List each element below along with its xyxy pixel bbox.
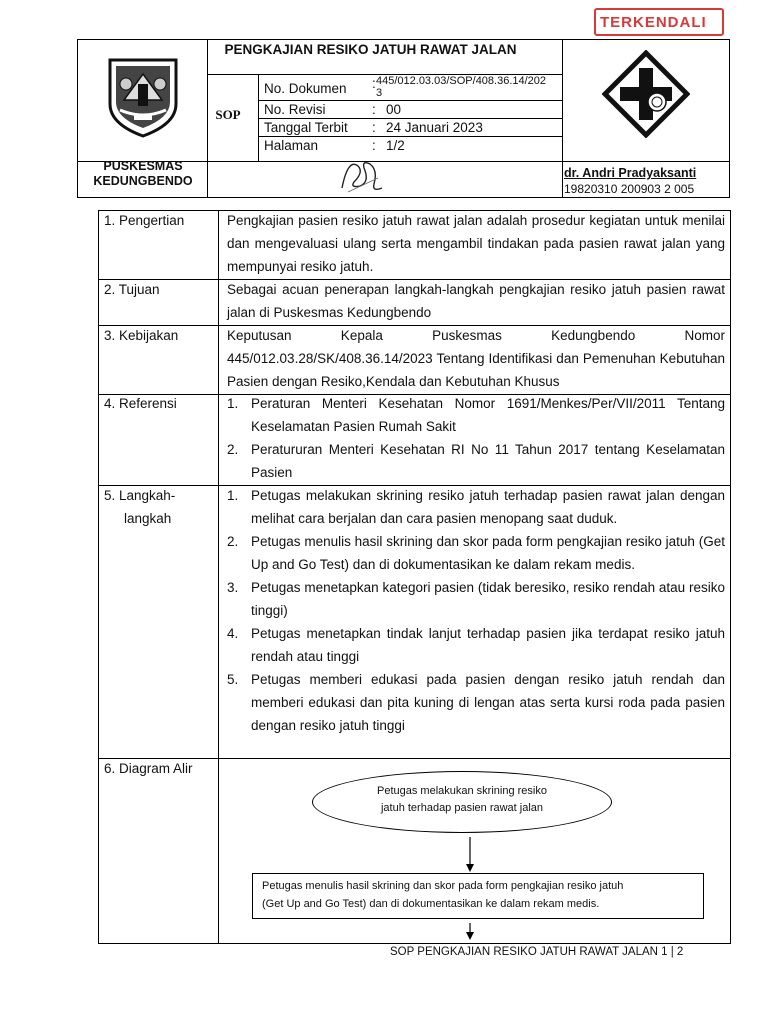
regency-emblem-logo (104, 54, 182, 140)
page-value: 1/2 (386, 138, 405, 153)
stamp-text: TERKENDALI (600, 14, 707, 31)
issue-date-value: 24 Januari 2023 (386, 120, 483, 135)
list-item: 2. Peratururan Menteri Kesehatan RI No 11 Tahun 2017 tentang Keselamatan Pasien (227, 442, 725, 480)
org-name (78, 159, 208, 189)
list-item: 4. Petugas menetapkan tindak lanjut terhadap pasien jika terdapat resiko jatuh rendah atau tinggi (227, 626, 725, 664)
sop-content-table (98, 210, 731, 944)
org-name-line2: KEDUNGBENDO (93, 174, 193, 188)
flow-step-1-ellipse (312, 771, 612, 833)
list-item: 2. Petugas menulis hasil skrining dan skor pada form pengkajian resiko jatuh (Get Up and Go Test) dan di dokumentasikan ke dalam rekam medis. (227, 534, 725, 572)
list-item: 5. Petugas memberi edukasi pada pasien dengan resiko jatuh rendah dan memberi edukasi dan pita kuning di lengan atas serta kursi roda pada pasien dengan resiko jatuh tinggi (227, 672, 725, 733)
issue-date-label: Tanggal Terbit (264, 120, 348, 135)
doc-number-label: No. Dokumen (264, 81, 347, 96)
section-label-kebijakan: 3. Kebijakan (104, 328, 179, 343)
sop-label: SOP (215, 107, 241, 122)
flow-arrow-1 (465, 837, 475, 873)
flow-arrow-2 (465, 923, 475, 941)
flow-step-1-line2: jatuh terhadap pasien rawat jalan (380, 802, 544, 814)
page-sep: : (372, 138, 376, 153)
flow-step-2-line2: (Get Up and Go Test) dan di dokumentasikan ke dalam rekam medis. (262, 898, 600, 910)
issue-date-sep: : (372, 120, 376, 135)
page-footer: SOP PENGKAJIAN RESIKO JATUH RAWAT JALAN 1 | 2 (390, 946, 684, 958)
revision-label: No. Revisi (264, 102, 326, 117)
section-text-tujuan: Sebagai acuan penerapan langkah-langkah pengkajian resiko jatuh pasien rawat jalan di Puskesmas Kedungbendo (227, 282, 725, 320)
signatory (564, 166, 730, 196)
sop-header (77, 39, 730, 198)
org-name-line1: PUSKESMAS (103, 159, 183, 173)
flow-step-2-box (252, 873, 704, 919)
section-list-referensi (227, 392, 725, 484)
puskesmas-logo (602, 50, 690, 138)
document-title: PENGKAJIAN RESIKO JATUH RAWAT JALAN (224, 42, 517, 57)
doctor-nip: 19820310 200903 2 005 (564, 182, 695, 196)
list-item: 3. Petugas menetapkan kategori pasien (tidak beresiko, resiko rendah atau resiko tinggi) (227, 580, 725, 618)
doctor-name: dr. Andri Pradyaksanti (564, 166, 697, 180)
doc-number-sep: : (372, 76, 376, 91)
revision-value: 00 (386, 102, 402, 117)
doc-number-value: 445/012.03.03/SOP/408.36.14/2023 (376, 75, 547, 99)
list-item: 1. Petugas melakukan skrining resiko jatuh terhadap pasien rawat jalan dengan melihat cara berjalan dan cara pasien menopang saat duduk. (227, 488, 725, 526)
flow-step-2-line1: Petugas menulis hasil skrining dan skor pada form pengkajian resiko jatuh (262, 880, 624, 892)
section-text-pengertian: Pengkajian pasien resiko jatuh rawat jalan adalah prosedur kegiatan untuk menilai dan mengevaluasi ulang serta mengambil tindakan pada pasien rawat jalan yang mempunyai resiko jatuh. (227, 213, 725, 274)
flow-step-1-line1: Petugas melakukan skrining resiko (377, 785, 547, 797)
section-text-kebijakan: Keputusan Kepala Puskesmas Kedungbendo Nomor 445/012.03.28/SK/408.36.14/2023 Tentang Identifikasi dan Pemenuhan Kebutuhan Pasien dengan Resiko,Kendala dan Kebutuhan Khusus (227, 328, 725, 389)
list-item: 1. Peraturan Menteri Kesehatan Nomor 1691/Menkes/Per/VII/2011 Tentang Keselamatan Pasien Rumah Sakit (227, 396, 725, 434)
section-label-referensi: 4. Referensi (104, 396, 177, 411)
revision-sep: : (372, 102, 376, 117)
page-label: Halaman (264, 138, 319, 153)
section-label-tujuan: 2. Tujuan (104, 282, 160, 297)
section-label-langkah: 5. Langkah- langkah (104, 488, 176, 526)
signature-mark (334, 148, 390, 198)
section-label-pengertian: 1. Pengertian (104, 213, 185, 228)
section-list-langkah (227, 484, 725, 737)
section-label-diagram: 6. Diagram Alir (104, 761, 193, 776)
terkendali-stamp (594, 8, 724, 36)
